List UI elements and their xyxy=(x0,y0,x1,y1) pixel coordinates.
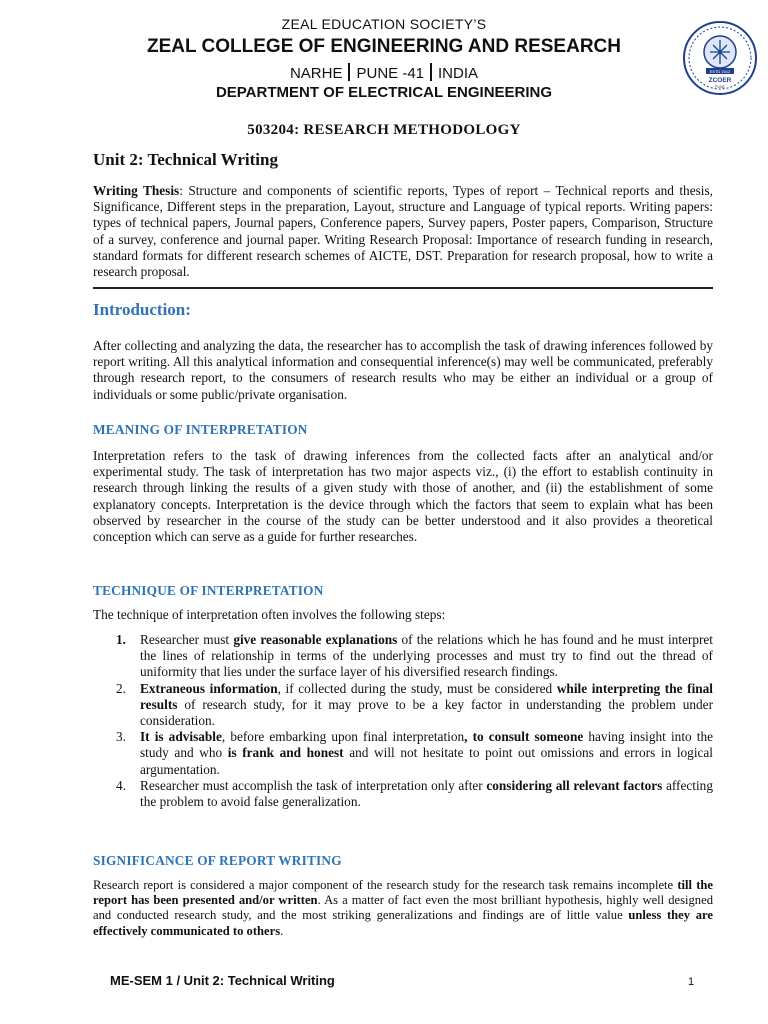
significance-paragraph xyxy=(93,878,713,939)
paragraph-text: . xyxy=(280,923,284,938)
introduction-paragraph: After collecting and analyzing the data, the researcher has to accomplish the task of drawing inferences followed by report writing. All this analytical information and consequential inference(s) may well be communicated, preferably through research report, to the consumers of research results who may be either an individual or a group of individuals or some public/private organisation. xyxy=(93,338,713,402)
paragraph-text: . As a matter of fact even the most brilliant hypothesis, highly well designed and conducted research study, and the most striking generalizations and findings are of little value xyxy=(93,893,713,923)
list-item xyxy=(93,632,713,681)
step-emphasis: while interpreting the final results xyxy=(140,680,713,712)
step-text: Researcher must xyxy=(140,632,234,647)
step-emphasis: Extraneous information xyxy=(140,680,278,696)
technique-heading: TECHNIQUE OF INTERPRETATION xyxy=(93,583,324,598)
list-item xyxy=(93,778,713,810)
page-footer: ME-SEM 1 / Unit 2: Technical Writing xyxy=(110,973,335,988)
list-number: 4. xyxy=(116,777,126,793)
list-number: 1. xyxy=(116,632,126,647)
syllabus-text: : Structure and components of scientific reports, Types of report – Technical reports and thesis, Significance, Different steps in the preparation, Layout, structure and Language of typical reports. Writing papers: types of technical papers, Journal papers, Conference papers, Survey papers, Poster papers, Comparison, Structure of a survey, conference and journal paper. Writing Research Proposal: Importance of research funding in research, standard formats for different research schemes of AICTE, DST. Preparation for research proposal, how to write a research proposal. xyxy=(93,183,713,280)
college-logo xyxy=(682,20,758,96)
step-text: having insight into the study and who xyxy=(140,729,714,761)
paragraph-text: Research report is considered a major component of the research study for the research task remains incomplete xyxy=(93,878,678,892)
logo-year: ESTD 2012 xyxy=(709,69,731,74)
step-text: , before embarking upon final interpretation xyxy=(221,729,465,745)
list-number: 2. xyxy=(116,680,126,696)
list-number: 3. xyxy=(116,729,126,745)
meaning-heading: MEANING OF INTERPRETATION xyxy=(93,422,308,437)
location-separator xyxy=(430,63,432,81)
list-item xyxy=(93,681,713,730)
location-separator xyxy=(348,63,350,81)
step-emphasis: is frank and honest xyxy=(227,745,344,761)
logo-text: ZCOER xyxy=(708,77,732,84)
step-text: of research study, for it may prove to be a key factor in understanding the problem under consideration. xyxy=(140,696,713,729)
step-emphasis: considering all relevant factors xyxy=(486,777,663,793)
paragraph-emphasis: unless they are effectively communicated to others xyxy=(93,908,713,938)
college-name: ZEAL COLLEGE OF ENGINEERING AND RESEARCH xyxy=(147,36,621,57)
step-emphasis: , to consult someone xyxy=(464,729,584,745)
step-text: affecting the problem to avoid false generalization. xyxy=(140,777,713,810)
list-item xyxy=(93,729,713,778)
step-emphasis: give reasonable explanations xyxy=(233,632,398,647)
location-city: PUNE -41 xyxy=(356,65,425,82)
step-text: , if collected during the study, must be considered xyxy=(277,680,557,696)
society-name: ZEAL EDUCATION SOCIETY’S xyxy=(281,16,487,32)
unit-title: Unit 2: Technical Writing xyxy=(93,150,278,169)
meaning-paragraph: Interpretation refers to the task of drawing inferences from the collected facts after an analytical and/or experimental study. The task of interpretation has two major aspects viz., (i) the effort to establish continuity in research through linking the results of a given study with those of another, and (ii) the establishment of some explanatory concepts. Interpretation is the device through which the factors that seem to explain what has been observed by researcher in the course of the study can be better understood and it also provides a theoretical conception which can serve as a guide for further researches. xyxy=(93,448,713,545)
step-text: of the relations which he has found and he must interpret the lines of relationship in terms of the underlying processes and must try to find out the thread of uniformity that lies under the surface layer of his diversified research findings. xyxy=(140,632,713,680)
technique-intro: The technique of interpretation often involves the following steps: xyxy=(93,607,446,622)
college-location xyxy=(0,63,768,82)
syllabus-paragraph xyxy=(93,183,713,280)
location-area: NARHE xyxy=(289,65,343,82)
step-emphasis: It is advisable xyxy=(140,729,222,745)
course-title: 503204: RESEARCH METHODOLOGY xyxy=(247,122,521,138)
introduction-heading: Introduction: xyxy=(93,300,191,319)
department-name: DEPARTMENT OF ELECTRICAL ENGINEERING xyxy=(215,84,553,101)
syllabus-lead: Writing Thesis xyxy=(93,183,180,198)
location-country: INDIA xyxy=(438,65,479,82)
logo-subtext: PUNE xyxy=(715,85,725,89)
section-divider xyxy=(93,287,713,289)
page-number: 1 xyxy=(688,976,695,988)
paragraph-emphasis: till the report has been presented and/or written xyxy=(93,878,713,908)
step-text: Researcher must accomplish the task of interpretation only after xyxy=(140,777,487,793)
step-text: and will not hesitate to point out omissions and errors in logical argumentation. xyxy=(140,745,714,777)
significance-heading: SIGNIFICANCE OF REPORT WRITING xyxy=(93,853,342,868)
technique-steps xyxy=(93,632,713,810)
